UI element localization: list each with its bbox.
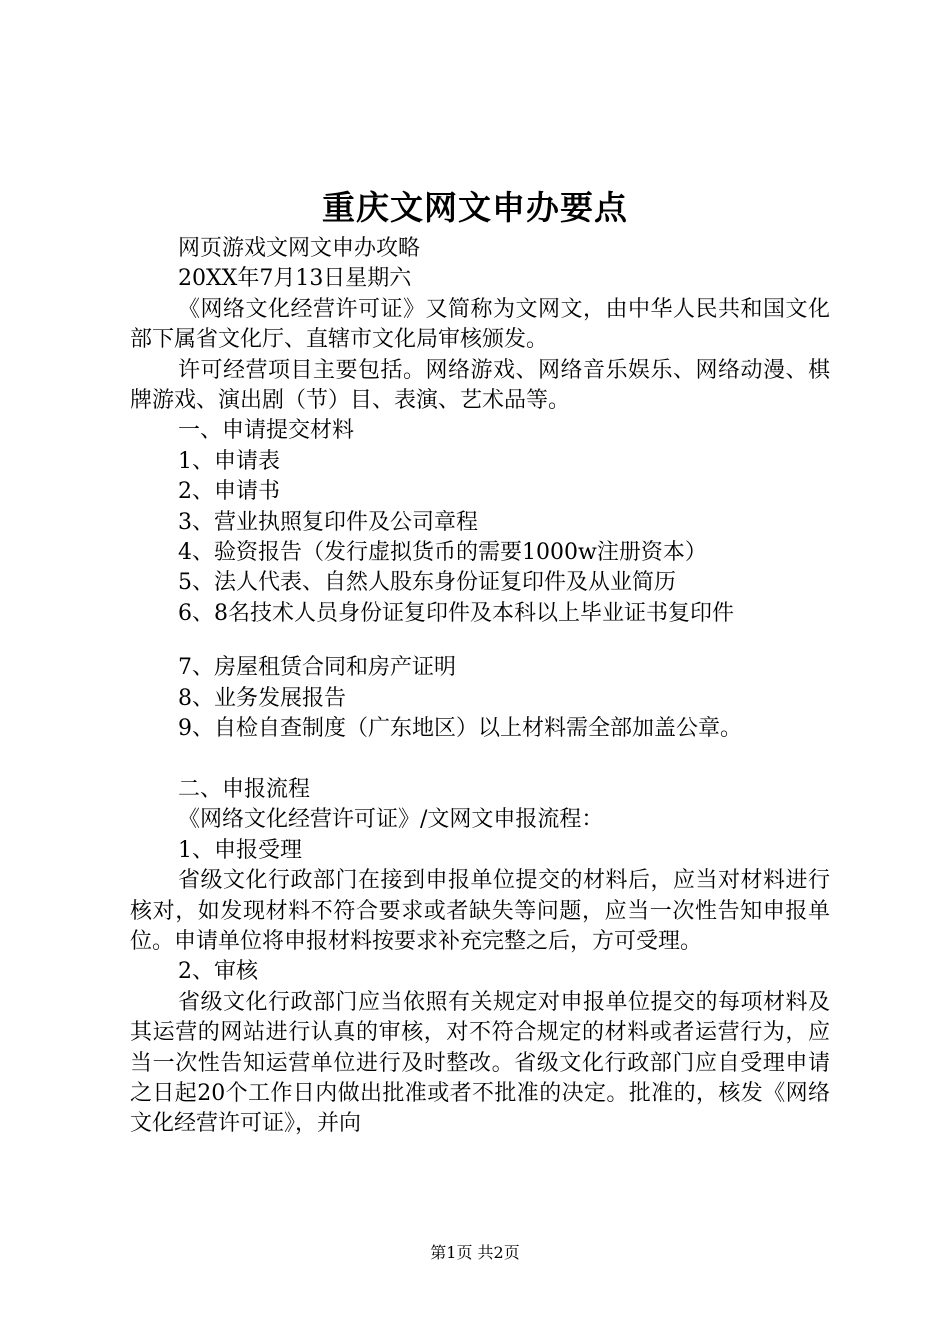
subtitle: 网页游戏文网文申办攻略 xyxy=(178,236,421,261)
spacer xyxy=(130,745,830,775)
list-item: 8、业务发展报告 xyxy=(178,685,346,711)
list-item: 2、申请书 xyxy=(178,479,280,505)
process-lead: 《网络文化经营许可证》/文网文申报流程： xyxy=(178,807,604,833)
step-paragraph-review: 省级文化行政部门应当依照有关规定对申报单位提交的每项材料及其运营的网站进行认真的审核，对不符合规定的材料或者运营行为，应当一次性告知运营单位进行及时整改。省级文化行政部门应自受理申请之日起20个工作日内做出批准或者不批准的决定。批准的，核发《网络文化经营许可证》，并向 xyxy=(130,989,830,1137)
spacer xyxy=(130,629,830,653)
document-body xyxy=(130,234,830,1140)
step-heading-acceptance: 1、申报受理 xyxy=(178,837,302,863)
list-item: 3、营业执照复印件及公司章程 xyxy=(178,509,478,535)
step-paragraph-acceptance: 省级文化行政部门在接到申报单位提交的材料后，应当对材料进行核对，如发现材料不符合要求或者缺失等问题，应当一次性告知申报单位。申请单位将申报材料按要求补充完整之后，方可受理。 xyxy=(130,868,830,954)
list-item: 6、8名技术人员身份证复印件及本科以上毕业证书复印件 xyxy=(178,600,734,626)
list-item: 1、申请表 xyxy=(178,448,280,474)
step-heading-review: 2、审核 xyxy=(178,959,258,985)
list-item: 4、验资报告（发行虚拟货币的需要1000w注册资本） xyxy=(178,540,707,566)
scope-paragraph: 许可经营项目主要包括。网络游戏、网络音乐娱乐、网络动漫、棋牌游戏、演出剧（节）目、表演、艺术品等。 xyxy=(130,357,830,414)
date-line: 20XX年7月13日星期六 xyxy=(178,266,412,292)
section-heading-process: 二、申报流程 xyxy=(178,776,311,802)
list-item: 7、房屋租赁合同和房产证明 xyxy=(178,655,456,681)
intro-paragraph: 《网络文化经营许可证》又简称为文网文，由中华人民共和国文化部下属省文化厅、直辖市文化局审核颁发。 xyxy=(130,296,830,353)
list-item: 9、自检自查制度（广东地区）以上材料需全部加盖公章。 xyxy=(178,716,742,742)
document-title: 重庆文网文申办要点 xyxy=(322,188,628,227)
page-footer: 第1页 共2页 xyxy=(430,1243,520,1262)
section-heading-materials: 一、申请提交材料 xyxy=(178,418,355,444)
list-item: 5、法人代表、自然人股东身份证复印件及从业简历 xyxy=(178,570,676,596)
